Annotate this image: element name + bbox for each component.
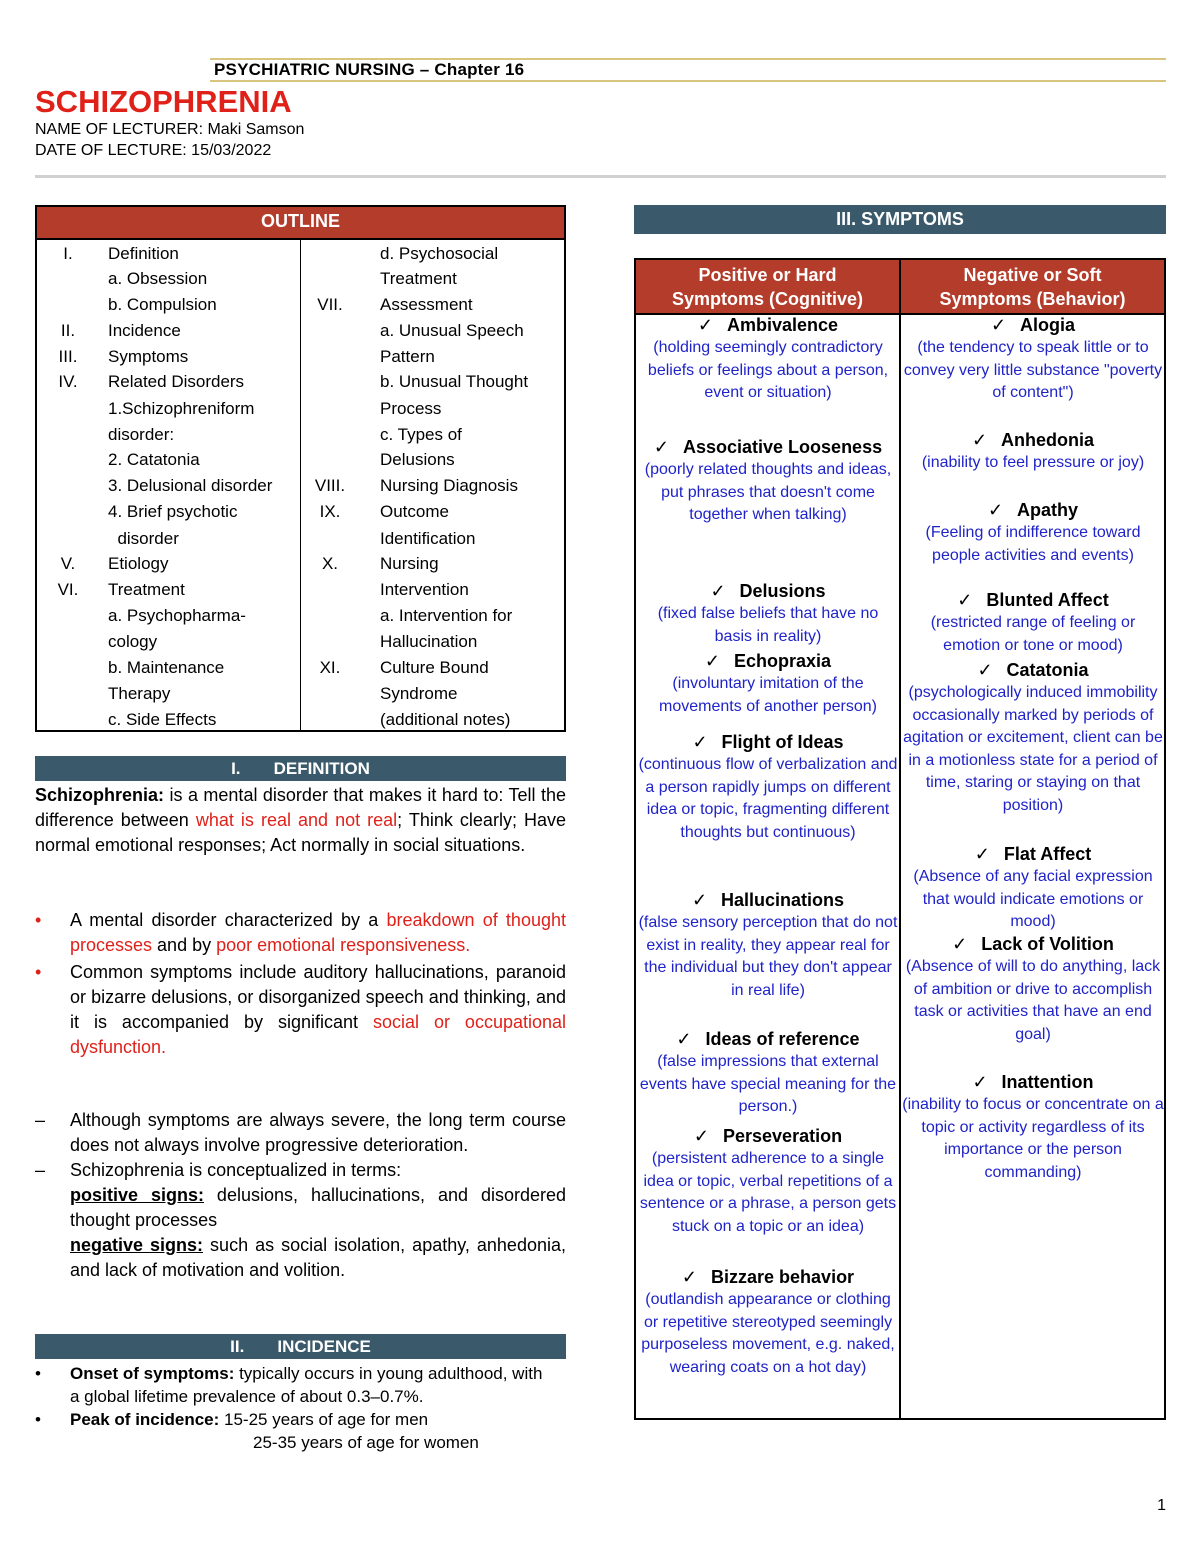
symptom-title: Catatonia [1006,660,1089,680]
outline-item: Culture Bound [380,658,489,677]
symptom-item [902,498,1164,567]
checkmark-icon: ✓ [974,844,990,864]
symptom-item [902,658,1164,817]
symptom-title: Apathy [1017,500,1079,520]
header-separator [35,175,1166,178]
outline-item: a. Psychopharma- [108,606,246,625]
positive-header-line-2: Symptoms (Cognitive) [671,289,863,309]
outline-item-number: V. [60,554,76,573]
symptom-title: Flat Affect [1003,844,1092,864]
symptom-title: Inattention [1001,1072,1094,1092]
definition-term: Schizophrenia: [35,785,165,805]
symptom-description: (persistent adherence to a single idea or topic, verbal repetitions of a sentence or a phrase, a person gets stuck on a topic or an idea) [639,1150,897,1235]
symptom-description: (fixed false beliefs that have no basis in reality) [657,605,879,645]
symptom-item [638,649,898,718]
bullet-2-highlight: social or occupational dysfunction. [70,1012,567,1057]
symptom-title: Bizzare behavior [711,1267,855,1287]
symptom-title: Delusions [739,581,826,601]
symptoms-heading-bar: III. SYMPTOMS [634,205,1166,234]
dash-item-1-text: Although symptoms are always severe, the long term course does not always involve progressive deterioration. [70,1110,566,1155]
symptom-title-row [638,1027,898,1051]
checkmark-icon: ✓ [952,934,968,954]
course-title: PSYCHIATRIC NURSING – Chapter 16 [214,60,525,79]
checkmark-icon: ✓ [691,890,708,910]
negative-signs-text: such as social isolation, apathy, anhedonia, and lack of motivation and volition. [70,1235,566,1280]
outline-item: a. Obsession [108,269,208,288]
outline-item: (additional notes) [380,710,511,729]
symptom-item [638,730,898,844]
checkmark-icon: ✓ [972,1072,988,1092]
symptom-description: (the tendency to speak little or to convey very little substance "poverty of content") [903,339,1163,401]
definition-bullet-2 [35,960,566,1060]
symptom-description: (holding seemingly contradictory beliefs or feelings about a person, event or situation) [647,339,889,401]
incidence-list [35,1362,555,1454]
symptom-title: Ambivalence [727,315,839,335]
bullet-2-text: Common symptoms include auditory hallucinations, paranoid or bizarre delusions, or disorganized speech and thinking, and it is accompanied by significant [70,962,566,1032]
checkmark-icon: ✓ [957,590,973,610]
outline-item-number: IX. [319,502,341,521]
incidence-heading-num: II. [230,1337,245,1356]
definition-text-highlight: what is real and not real [195,810,398,830]
outline-item-number: III. [58,347,78,366]
symptom-title: Flight of Ideas [721,732,844,752]
outline-item-number: VIII. [314,476,346,495]
symptom-title: Perseveration [723,1126,843,1146]
peak-men: 15-25 years of age for men [219,1410,429,1429]
symptom-item [638,1027,898,1119]
symptom-title-row [902,658,1164,682]
outline-item: Definition [108,244,179,263]
symptom-description: (poorly related thoughts and ideas, put phrases that doesn't come together when talking) [644,461,892,523]
symptom-title-row [638,649,898,673]
dash-item-2 [35,1158,566,1183]
outline-item: Assessment [380,295,473,314]
negative-symptoms-header [901,260,1164,313]
symptom-title: Hallucinations [721,890,845,910]
checkmark-icon: ✓ [987,500,1004,520]
checkmark-icon: ✓ [681,1267,698,1287]
symptom-item [902,313,1164,405]
onset-label: Onset of symptoms: [70,1364,235,1383]
checkmark-icon: ✓ [697,315,714,335]
definition-dash-list [35,1108,566,1283]
symptom-item [638,1124,898,1238]
page-number: 1 [1157,1497,1166,1514]
bullet-1-highlight-b: poor emotional responsiveness. [216,935,471,955]
symptom-title-row [638,435,898,459]
outline-item: Process [380,399,442,418]
negative-header-line-2: Symptoms (Behavior) [939,289,1126,309]
outline-item: Etiology [108,554,169,573]
dash-icon: – [35,1160,46,1180]
bullet-1-text-a: A mental disorder characterized by a [70,910,387,930]
outline-item: Therapy [108,684,171,703]
bullet-1-text-b: and by [152,935,217,955]
outline-item: Related Disorders [108,372,245,391]
checkmark-icon: ✓ [971,430,988,450]
symptom-item [902,588,1164,657]
symptom-title-row [902,313,1164,337]
symptom-title-row [902,588,1164,612]
symptom-title: Associative Looseness [683,437,883,457]
outline-item: cology [108,632,158,651]
outline-item: disorder: [108,425,175,444]
incidence-onset [35,1362,555,1408]
definition-bullet-1 [35,908,566,958]
symptom-description: (psychologically induced immobility occasionally marked by periods of agitation or excitement, client can be in a motionless state for a period of time, staring or staying on that position) [903,684,1163,814]
symptom-title-row [902,842,1164,866]
checkmark-icon: ✓ [676,1029,692,1049]
symptom-description: (inability to focus or concentrate on a topic or activity regardless of its importance or the person commanding) [902,1096,1164,1181]
outline-item: Treatment [108,580,185,599]
symptom-title-row [902,932,1164,956]
checkmark-icon: ✓ [710,581,726,601]
symptom-description: (involuntary imitation of the movements of another person) [659,675,877,715]
incidence-peak [35,1408,555,1431]
outline-item: Intervention [380,580,469,599]
checkmark-icon: ✓ [653,437,669,457]
definition-heading: DEFINITION [273,759,370,778]
definition-text-a: is a mental disorder that makes it hard to: Tell the difference between [35,785,566,830]
header-rule-bottom [210,80,1166,82]
bullet-icon: • [35,910,42,930]
outline-heading: OUTLINE [37,207,564,240]
outline-item: Symptoms [108,347,189,366]
definition-text-b: ; Think clearly; Have normal emotional responses; Act normally in social situations. [35,810,566,855]
outline-item: b. Compulsion [108,295,217,314]
outline-item: Hallucination [380,632,478,651]
outline-item: c. Types of [380,425,462,444]
symptom-title-row [902,1070,1164,1094]
symptom-title-row [902,498,1164,522]
outline-item: d. Psychosocial [380,244,499,263]
dash-item-2-text: Schizophrenia is conceptualized in terms: [70,1160,402,1180]
positive-symptoms-header [636,260,899,313]
symptom-item [638,1265,898,1379]
outline-item: 4. Brief psychotic [108,502,238,521]
onset-text: typically occurs in young adulthood, with a global lifetime prevalence of about 0.3–0.7%. [70,1364,543,1406]
outline-item-number: II. [60,321,76,340]
symptom-title-row [638,313,898,337]
outline-item: 3. Delusional disorder [108,476,273,495]
symptom-description: (Feeling of indifference toward people activities and events) [925,524,1141,564]
symptom-title-row [638,1124,898,1148]
symptom-item [638,313,898,405]
symptom-title-row [638,579,898,603]
outline-item-number: X. [321,554,339,573]
definition-bullets [35,908,566,1060]
symptoms-table [634,258,1166,1420]
symptom-item [638,579,898,648]
bullet-icon: • [35,962,42,982]
symptom-title: Blunted Affect [986,590,1109,610]
outline-item: Incidence [108,321,181,340]
outline-item: 2. Catatonia [108,450,200,469]
negative-header-line-1: Negative or Soft [963,265,1102,285]
outline-item: Pattern [380,347,435,366]
outline-item: b. Maintenance [108,658,225,677]
outline-item: Delusions [380,450,455,469]
outline-item-number: VII. [317,295,343,314]
symptom-title: Alogia [1020,315,1076,335]
bullet-1-highlight-a: breakdown of thought processes [70,910,566,955]
checkmark-icon: ✓ [693,1126,709,1146]
checkmark-icon: ✓ [692,732,708,752]
positive-signs [35,1183,566,1233]
outline-item: Identification [380,529,476,548]
incidence-heading-bar [35,1334,566,1359]
symptom-title: Lack of Volition [981,934,1114,954]
outline-item: Outcome [380,502,449,521]
outline-item-number: XI. [319,658,341,677]
outline-item-number: IV. [58,372,78,391]
outline-item-number: I. [63,244,73,263]
outline-item: c. Side Effects [108,710,217,729]
symptom-description: (Absence of any facial expression that would indicate emotions or mood) [913,868,1153,930]
page-title: SCHIZOPHRENIA [35,84,292,119]
symptom-description: (inability to feel pressure or joy) [921,454,1145,471]
symptom-item [902,428,1164,475]
incidence-heading: INCIDENCE [277,1337,371,1356]
positive-header-line-1: Positive or Hard [698,265,837,285]
lecture-date: DATE OF LECTURE: 15/03/2022 [35,142,272,159]
bullet-icon: • [35,1410,41,1429]
symptom-description: (false sensory perception that do not exist in reality, they appear real for the individual but they don't appear in real life) [638,914,898,999]
definition-paragraph [35,783,566,858]
outline-item: b. Unusual Thought [380,372,529,391]
checkmark-icon: ✓ [704,651,721,671]
symptom-title-row [638,1265,898,1289]
negative-signs [35,1233,566,1283]
symptom-item [902,842,1164,934]
symptom-item [902,932,1164,1046]
symptom-description: (false impressions that external events have special meaning for the person.) [639,1053,897,1115]
positive-signs-label: positive signs: [70,1185,204,1205]
symptom-description: (Absence of will to do anything, lack of ambition or drive to accomplish task or activities that have an end goal) [905,958,1161,1043]
symptom-title: Anhedonia [1001,430,1095,450]
symptom-description: (outlandish appearance or clothing or repetitive stereotyped seemingly purposeless movement, e.g. naked, wearing coats on a hot day) [641,1291,895,1376]
positive-signs-text: delusions, hallucinations, and disordered thought processes [70,1185,566,1230]
checkmark-icon: ✓ [977,660,993,680]
dash-icon: – [35,1110,46,1130]
symptom-title: Ideas of reference [705,1029,860,1049]
peak-label: Peak of incidence: [70,1410,220,1429]
symptom-item [902,1070,1164,1184]
symptom-title-row [902,428,1164,452]
definition-heading-num: I. [231,759,241,778]
symptom-title: Echopraxia [734,651,832,671]
outline-item: Syndrome [380,684,458,703]
outline-table [35,205,566,732]
outline-item: 1.Schizophreniform [108,399,255,418]
incidence-peak-women: 25-35 years of age for women [253,1433,479,1452]
outline-item: a. Intervention for [380,606,513,625]
negative-signs-label: negative signs: [70,1235,204,1255]
symptom-title-row [638,730,898,754]
symptom-item [638,435,898,527]
outline-item: Nursing Diagnosis [380,476,518,495]
symptom-item [638,888,898,1002]
outline-item-number: VI. [57,580,79,599]
symptoms-column-divider [899,260,901,1418]
dash-item-1 [35,1108,566,1158]
bullet-icon: • [35,1364,41,1383]
outline-item: Treatment [380,269,457,288]
symptom-title-row [638,888,898,912]
outline-item: a. Unusual Speech [380,321,524,340]
symptom-description: (continuous flow of verbalization and a person rapidly jumps on different idea or topic, fragmenting different thoughts but continuous) [638,756,898,841]
lecturer-name: NAME OF LECTURER: Maki Samson [35,121,305,138]
symptom-description: (restricted range of feeling or emotion or tone or mood) [930,614,1136,654]
checkmark-icon: ✓ [990,315,1007,335]
outline-item: disorder [108,529,179,548]
outline-item: Nursing [380,554,439,573]
definition-heading-bar [35,756,566,781]
